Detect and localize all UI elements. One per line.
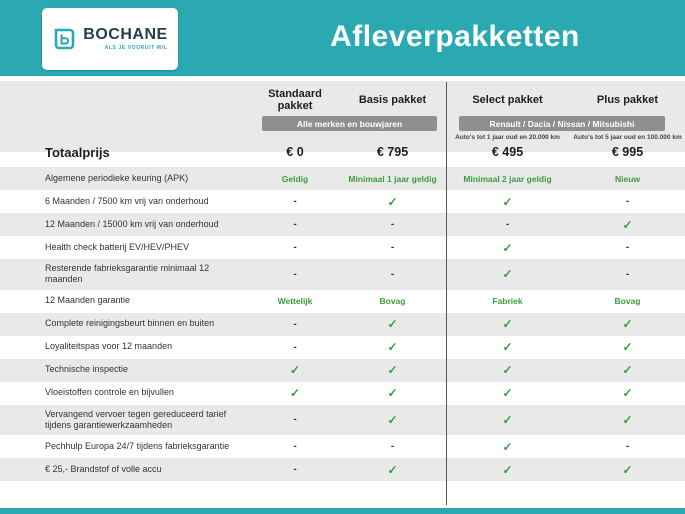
feature-row <box>0 435 685 458</box>
dash-mark: - <box>625 196 630 207</box>
check-icon: ✓ <box>289 386 301 400</box>
feature-label: 12 Maanden garantie <box>45 295 131 306</box>
column-header-plus-pakket: Plus pakket <box>596 94 659 106</box>
check-icon: ✓ <box>622 363 633 377</box>
check-icon: ✓ <box>387 412 398 427</box>
check-icon: ✓ <box>387 462 398 477</box>
logo-tagline: ALS JE VOORUIT WIL <box>104 45 168 51</box>
price-basis: € 795 <box>376 145 409 159</box>
feature-value: Bovag <box>614 296 641 306</box>
check-icon: ✓ <box>502 240 513 255</box>
feature-row <box>0 458 685 481</box>
check-icon: ✓ <box>622 462 633 477</box>
feature-label: Resterende fabrieksgarantie minimaal 12 maanden <box>45 263 210 285</box>
dash-mark: - <box>390 219 395 230</box>
check-icon: ✓ <box>502 412 513 427</box>
check-icon: ✓ <box>387 340 398 354</box>
dash-mark: - <box>293 318 297 330</box>
feature-label: Health check batterij EV/HEV/PHEV <box>45 241 190 252</box>
feature-value: Fabriek <box>492 296 523 306</box>
check-icon: ✓ <box>622 317 633 331</box>
dash-mark: - <box>390 242 395 253</box>
feature-value: Nieuw <box>614 173 641 184</box>
feature-row <box>0 236 685 259</box>
check-icon: ✓ <box>502 267 513 282</box>
bochane-logo-icon <box>52 27 76 51</box>
check-icon: ✓ <box>502 363 513 377</box>
dash-mark: - <box>625 268 630 280</box>
feature-value: Geldig <box>281 173 309 184</box>
header-bar <box>0 0 685 76</box>
feature-value: Bovag <box>379 296 406 306</box>
dash-mark: - <box>293 341 297 353</box>
feature-row <box>0 290 685 313</box>
footer-bar <box>0 508 685 514</box>
column-headers-row <box>0 81 685 112</box>
feature-table <box>0 167 685 481</box>
badge-alle-merken: Alle merken en bouwjaren <box>262 116 437 131</box>
feature-label: Vloeistoffen controle en bijvullen <box>45 387 174 398</box>
dash-mark: - <box>293 414 297 426</box>
dash-mark: - <box>390 441 395 452</box>
dash-mark: - <box>293 464 297 475</box>
price-standaard: € 0 <box>286 145 304 159</box>
subnote-plus: Auto's tot 5 jaar oud en 100.000 km <box>573 134 682 141</box>
check-icon: ✓ <box>502 462 513 477</box>
dash-mark: - <box>293 242 297 253</box>
feature-label: Loyaliteitspas voor 12 maanden <box>45 341 173 352</box>
totaalprijs-label: Totaalprijs <box>45 144 110 160</box>
feature-row <box>0 313 685 336</box>
check-icon: ✓ <box>622 340 633 354</box>
check-icon: ✓ <box>387 363 398 377</box>
bochane-logo <box>42 8 178 70</box>
check-icon: ✓ <box>502 194 513 209</box>
badge-merken-renault-groep: Renault / Dacia / Nissan / Mitsubishi <box>459 116 665 131</box>
dash-mark: - <box>293 196 297 207</box>
column-header-standaard-pakket: Standaard pakket <box>268 88 322 112</box>
column-header-basis-pakket: Basis pakket <box>358 94 427 106</box>
dash-mark: - <box>390 268 395 280</box>
feature-label: 6 Maanden / 7500 km vrij van onderhoud <box>45 195 209 206</box>
check-icon: ✓ <box>387 317 398 331</box>
check-icon: ✓ <box>502 340 513 354</box>
check-icon: ✓ <box>387 194 398 209</box>
price-plus: € 995 <box>611 145 644 159</box>
feature-label: 12 Maanden / 15000 km vrij van onderhoud <box>45 218 219 229</box>
dash-mark: - <box>625 441 630 452</box>
feature-row <box>0 359 685 382</box>
dash-mark: - <box>293 268 297 280</box>
badges-row <box>0 112 685 131</box>
totaalprijs-row <box>0 141 685 163</box>
feature-row <box>0 213 685 236</box>
dash-mark: - <box>293 219 297 230</box>
feature-value: Minimaal 2 jaar geldig <box>463 173 552 184</box>
page-title: Afleverpakketten <box>330 20 580 53</box>
feature-label: € 25,- Brandstof of volle accu <box>45 463 162 474</box>
feature-label: Pechhulp Europa 24/7 tijdens fabrieksgarantie <box>45 440 230 451</box>
logo-text <box>83 27 167 51</box>
feature-row <box>0 336 685 359</box>
dash-mark: - <box>505 219 510 230</box>
feature-value: Wettelijk <box>277 296 313 306</box>
check-icon: ✓ <box>387 386 398 400</box>
feature-label: Vervangend vervoer tegen gereduceerd tarief tijdens garantiewerkzaamheden <box>45 408 227 430</box>
check-icon: ✓ <box>622 412 633 427</box>
dash-mark: - <box>293 441 297 452</box>
logo-wordmark: BOCHANE <box>83 26 168 43</box>
feature-label: Complete reinigingsbeurt binnen en buiten <box>45 318 215 329</box>
check-icon: ✓ <box>502 439 513 454</box>
feature-row <box>0 382 685 405</box>
price-select: € 495 <box>491 145 524 159</box>
feature-label: Algemene periodieke keuring (APK) <box>45 172 189 183</box>
table-header-block <box>0 81 685 160</box>
feature-row <box>0 405 685 436</box>
dash-mark: - <box>625 242 630 253</box>
subnotes-row <box>0 131 685 141</box>
feature-label: Technische inspectie <box>45 364 129 375</box>
subnote-select: Auto's tot 1 jaar oud en 20.000 km <box>455 134 560 141</box>
feature-row <box>0 190 685 213</box>
check-icon: ✓ <box>622 217 633 232</box>
column-header-select-pakket: Select pakket <box>472 94 543 106</box>
feature-value: Minimaal 1 jaar geldig <box>348 173 437 184</box>
check-icon: ✓ <box>502 386 513 400</box>
column-group-divider <box>446 82 447 505</box>
check-icon: ✓ <box>502 317 513 331</box>
check-icon: ✓ <box>289 363 301 377</box>
feature-row <box>0 167 685 190</box>
check-icon: ✓ <box>622 386 633 400</box>
feature-row <box>0 259 685 290</box>
